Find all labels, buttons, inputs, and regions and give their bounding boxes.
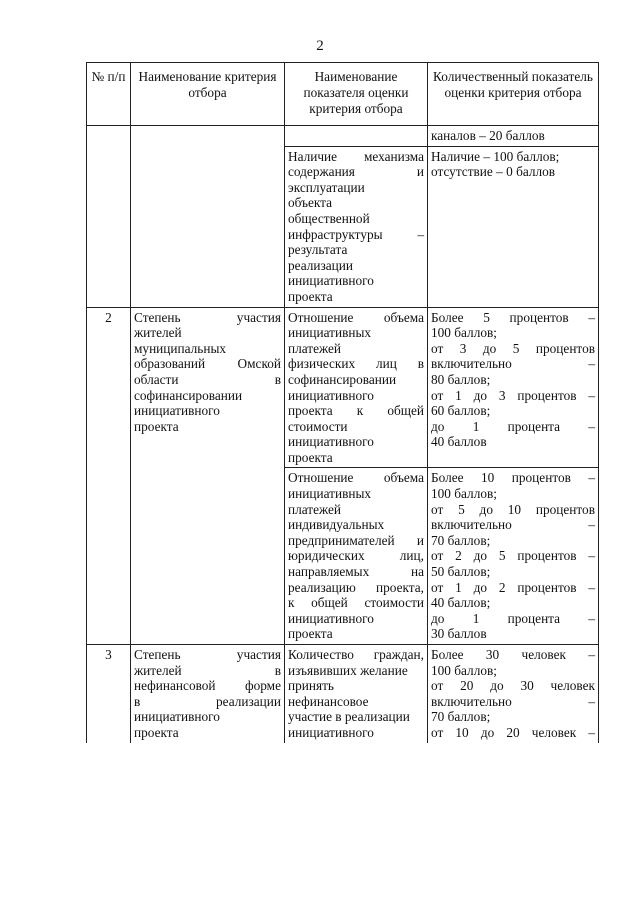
- cell-line: отсутствие – 0 баллов: [431, 164, 556, 180]
- cell-line: 70 баллов;: [431, 532, 491, 548]
- table-header-row: [87, 63, 599, 126]
- cell-line: стоимости: [288, 418, 348, 434]
- cell-line: проекта: [134, 418, 179, 434]
- row-num-cell: 3: [87, 645, 131, 743]
- header-score: Количественный показатель оценки критерия отбора: [428, 63, 599, 126]
- cell-line: предпринимателей и: [288, 532, 424, 548]
- header-indicator: Наименование показателя оценки критерия отбора: [285, 63, 428, 126]
- cell-line: инициативного: [134, 403, 220, 419]
- cell-line: Наличие механизма: [288, 148, 424, 164]
- cell-line: Отношение объема: [288, 309, 424, 325]
- cell-line: муниципальных: [134, 340, 227, 356]
- criteria-table: [86, 62, 599, 743]
- cell-line: жителей: [134, 325, 182, 341]
- cell-line: объекта: [288, 195, 333, 211]
- score-cell: [428, 307, 599, 468]
- cell-line: в реализации: [134, 693, 281, 709]
- cell-line: жителей в: [134, 662, 281, 678]
- cell-line: области в: [134, 371, 281, 387]
- cell-line: инициативного: [288, 387, 374, 403]
- cell-line: Степень участия: [134, 309, 281, 325]
- cell-line: физических лиц в: [288, 356, 424, 372]
- cell-line: содержания и: [288, 164, 424, 180]
- cell-line: проекта: [288, 288, 333, 304]
- cell-line: результата: [288, 242, 348, 258]
- indicator-cell: [285, 307, 428, 468]
- score-cell: [428, 468, 599, 645]
- page-number: 2: [316, 38, 324, 54]
- row-num-cell: [87, 126, 131, 308]
- cell-line: участие в реализации: [288, 709, 410, 725]
- cell-line: к общей стоимости: [288, 595, 424, 611]
- cell-line: от 20 до 30 человек: [431, 678, 595, 694]
- cell-line: проекта: [288, 449, 333, 465]
- cell-line: каналов – 20 баллов: [431, 128, 545, 143]
- cell-line: Количество граждан,: [288, 647, 424, 662]
- cell-line: 100 баллов;: [431, 325, 497, 341]
- cell-line: инициативного: [288, 610, 374, 626]
- cell-line: реализацию проекта,: [288, 579, 424, 595]
- cell-line: индивидуальных: [288, 517, 385, 533]
- cell-line: инициативного: [288, 434, 374, 450]
- score-cell: [428, 146, 599, 307]
- cell-line: 100 баллов;: [431, 662, 497, 678]
- cell-line: инициативного: [134, 709, 220, 725]
- score-cell: [428, 126, 599, 147]
- cell-line: инициативных: [288, 486, 372, 502]
- cell-line: от 10 до 20 человек –: [431, 724, 595, 740]
- cell-line: инфраструктуры –: [288, 226, 424, 242]
- cell-line: направляемых на: [288, 564, 424, 580]
- cell-line: Степень участия: [134, 647, 281, 662]
- cell-line: проекта: [134, 724, 179, 740]
- cell-line: 80 баллов;: [431, 371, 491, 387]
- cell-line: 70 баллов;: [431, 709, 491, 725]
- cell-line: реализации: [288, 257, 353, 273]
- cell-line: инициативных: [288, 325, 372, 341]
- table-row: [87, 126, 599, 147]
- cell-line: Более 5 процентов –: [431, 309, 595, 325]
- cell-line: Более 30 человек –: [431, 647, 595, 662]
- cell-line: 40 баллов: [431, 434, 487, 450]
- header-num: № п/п: [87, 63, 131, 126]
- criterion-cell: [131, 307, 285, 644]
- cell-line: нефинансовое: [288, 693, 369, 709]
- cell-line: от 1 до 2 процентов –: [431, 579, 595, 595]
- table-row: [87, 307, 599, 468]
- cell-line: инициативного: [288, 273, 374, 289]
- criterion-cell: [131, 126, 285, 308]
- indicator-cell: [285, 146, 428, 307]
- cell-line: от 2 до 5 процентов –: [431, 548, 595, 564]
- cell-line: Отношение объема: [288, 470, 424, 486]
- cell-line: проекта к общей: [288, 403, 424, 419]
- cell-line: от 1 до 3 процентов –: [431, 387, 595, 403]
- table-row: [87, 645, 599, 743]
- cell-line: включительно –: [431, 517, 595, 533]
- cell-line: от 3 до 5 процентов: [431, 340, 595, 356]
- cell-line: инициативного: [288, 724, 374, 740]
- criterion-cell: [131, 645, 285, 743]
- cell-line: платежей: [288, 340, 342, 356]
- cell-line: изъявивших желание: [288, 662, 408, 678]
- cell-line: до 1 процента –: [431, 418, 595, 434]
- cell-line: юридических лиц,: [288, 548, 424, 564]
- cell-line: Более 10 процентов –: [431, 470, 595, 486]
- cell-line: 30 баллов: [431, 626, 487, 642]
- cell-line: до 1 процента –: [431, 610, 595, 626]
- cell-line: общественной: [288, 210, 370, 226]
- cell-line: софинансировании: [134, 387, 243, 403]
- cell-line: 40 баллов;: [431, 595, 491, 611]
- cell-line: 60 баллов;: [431, 403, 491, 419]
- cell-line: нефинансовой форме: [134, 678, 281, 694]
- indicator-cell: [285, 645, 428, 743]
- cell-line: включительно –: [431, 693, 595, 709]
- cell-line: 50 баллов;: [431, 564, 491, 580]
- indicator-cell: [285, 126, 428, 147]
- cell-line: от 5 до 10 процентов: [431, 501, 595, 517]
- header-criterion: Наименование критерия отбора: [131, 63, 285, 126]
- cell-line: 100 баллов;: [431, 486, 497, 502]
- score-cell: [428, 645, 599, 743]
- cell-line: платежей: [288, 501, 342, 517]
- cell-line: Наличие – 100 баллов;: [431, 148, 560, 164]
- cell-line: включительно –: [431, 356, 595, 372]
- cell-line: проекта: [288, 626, 333, 642]
- cell-line: образований Омской: [134, 356, 281, 372]
- row-num-cell: 2: [87, 307, 131, 644]
- indicator-cell: [285, 468, 428, 645]
- cell-line: принять: [288, 678, 334, 694]
- cell-line: эксплуатации: [288, 179, 365, 195]
- cell-line: софинансировании: [288, 371, 397, 387]
